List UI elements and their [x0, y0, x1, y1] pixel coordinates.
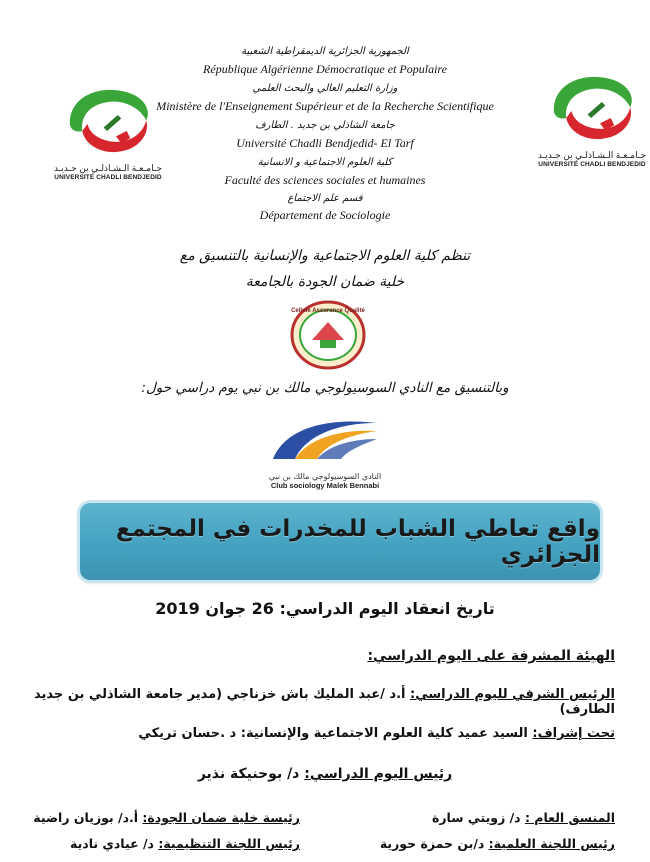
quality-head-label: رئيسة خلية ضمان الجودة:	[142, 810, 300, 825]
faculty-ar: كلية العلوم الاجتماعية و الانسانية	[257, 157, 393, 168]
university-ar: جامعة الشاذلي بن جديد . الطارف	[255, 120, 395, 131]
organizer-line-1: تنظم كلية العلوم الاجتماعية والإنسانية بالتنسيق مع	[179, 248, 471, 264]
general-coordinator	[432, 810, 615, 825]
logo-caption-ar: جـامـعـة الـشـاذلـي بن جـديـد	[537, 150, 647, 160]
scientific-label: رئيس اللجنة العلمية:	[488, 836, 615, 851]
president-value: د/ بوحنيكة نذير	[197, 766, 305, 782]
day-president	[0, 766, 650, 782]
honorary-president	[0, 687, 615, 717]
committee-title: الهيئة المشرفة على اليوم الدراسي:	[367, 648, 615, 664]
club-logo	[265, 415, 385, 495]
scientific-committee-head	[380, 836, 615, 851]
honorary-value: أ.د /عبد المليك باش خزناجي (مدير جامعة الشاذلي بن جديد الطارف)	[34, 687, 615, 717]
event-title: واقع تعاطي الشباب للمخدرات في المجتمع الجزائري	[115, 515, 600, 568]
event-date: تاريخ انعقاد اليوم الدراسي: 26 جوان 2019	[155, 599, 495, 618]
supervision-value: السيد عميد كلية العلوم الاجتماعية والإنسانية: د .حسان تريكي	[138, 726, 533, 741]
club-swoosh-icon	[265, 415, 385, 470]
quality-cell-logo	[290, 300, 366, 370]
university-fr: Université Chadli Bendjedid- El Tarf	[236, 136, 414, 150]
ministry-fr: Ministère de l'Enseignement Supérieur et de la Recherche Scientifique	[156, 99, 494, 113]
supervision	[138, 726, 615, 741]
club-name-ar: النادي السوسيولوجي مالك بن نبي	[268, 472, 382, 481]
coordinator-value: د/ زويتي سارة	[431, 810, 525, 825]
organizer-line-2: خلية ضمان الجودة بالجامعة	[245, 274, 405, 290]
coordinator-label: المنسق العام :	[524, 810, 615, 825]
honorary-label: الرئيس الشرفي لليوم الدراسي:	[410, 687, 615, 702]
club-name-en: Club sociology Malek Bennabi	[270, 481, 380, 490]
department-ar: قسم علم الاجتماع	[287, 193, 363, 204]
organizing-committee-head	[70, 836, 300, 851]
organizer-line-3: وبالتنسيق مع النادي السوسيولوجي مالك بن نبي يوم دراسي حول:	[141, 380, 509, 396]
logo-caption-fr: UNIVERSITÉ CHADLI BENDJEDID	[538, 161, 646, 168]
ministry-ar: وزارة التعليم العالي والبحث العلمي	[252, 83, 398, 94]
president-label: رئيس اليوم الدراسي:	[304, 766, 453, 782]
republic-ar: الجمهورية الجزائرية الديمقراطية الشعبية	[241, 46, 409, 57]
logo-caption-fr: UNIVERSITÉ CHADLI BENDJEDID	[54, 174, 162, 181]
logo-caption-ar: جـامـعـة الـشـاذلـي بن جـديـد	[53, 163, 163, 173]
title-banner	[80, 503, 600, 580]
quality-head-value: أ.د/ بوزيان راضية	[33, 810, 143, 825]
republic-fr: République Algérienne Démocratique et Populaire	[203, 62, 447, 76]
quality-head	[33, 810, 300, 825]
quality-logo-text: Cellule Assurance Qualité	[291, 308, 365, 314]
organizing-label: رئيس اللجنة التنظيمية:	[158, 836, 300, 851]
faculty-fr: Faculté des sciences sociales et humaines	[224, 173, 426, 187]
supervision-label: تحت إشراف:	[532, 726, 615, 741]
organizing-value: د/ عيادي نادية	[70, 836, 159, 851]
department-fr: Département de Sociologie	[259, 208, 391, 222]
scientific-value: د/بن حمزة حورية	[379, 836, 489, 851]
